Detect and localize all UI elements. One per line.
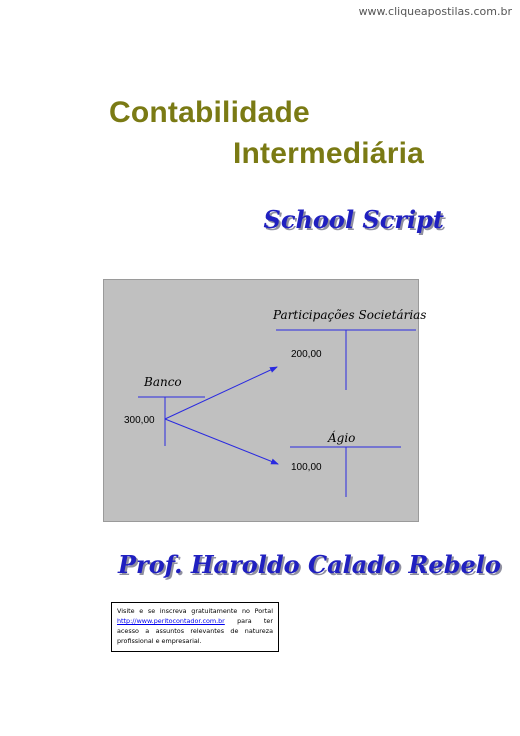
author-name: Prof. Haroldo Calado Rebelo bbox=[118, 550, 501, 579]
arrow-to-agio bbox=[165, 419, 278, 464]
title-line-1: Contabilidade bbox=[109, 96, 310, 129]
subtitle: School Script bbox=[263, 205, 444, 234]
account-value-banco: 300,00 bbox=[124, 415, 155, 426]
account-value-participacoes: 200,00 bbox=[291, 349, 322, 360]
notice-text-after: para ter acesso a assuntos relevantes de natureza profissional e empresarial. bbox=[117, 617, 273, 645]
notice-text-before: Visite e se inscreva gratuitamente no Portal bbox=[117, 607, 273, 615]
account-value-agio: 100,00 bbox=[291, 462, 322, 473]
account-title-banco: Banco bbox=[144, 375, 182, 389]
notice-box bbox=[111, 602, 279, 652]
site-url[interactable]: www.cliqueapostilas.com.br bbox=[358, 5, 512, 18]
title-line-2: Intermediária bbox=[233, 137, 425, 170]
account-title-participacoes: Participações Societárias bbox=[273, 308, 427, 322]
t-account-diagram bbox=[103, 279, 427, 522]
notice-link[interactable]: http://www.peritocontador.com.br bbox=[117, 617, 225, 625]
account-title-agio: Ágio bbox=[328, 431, 356, 445]
